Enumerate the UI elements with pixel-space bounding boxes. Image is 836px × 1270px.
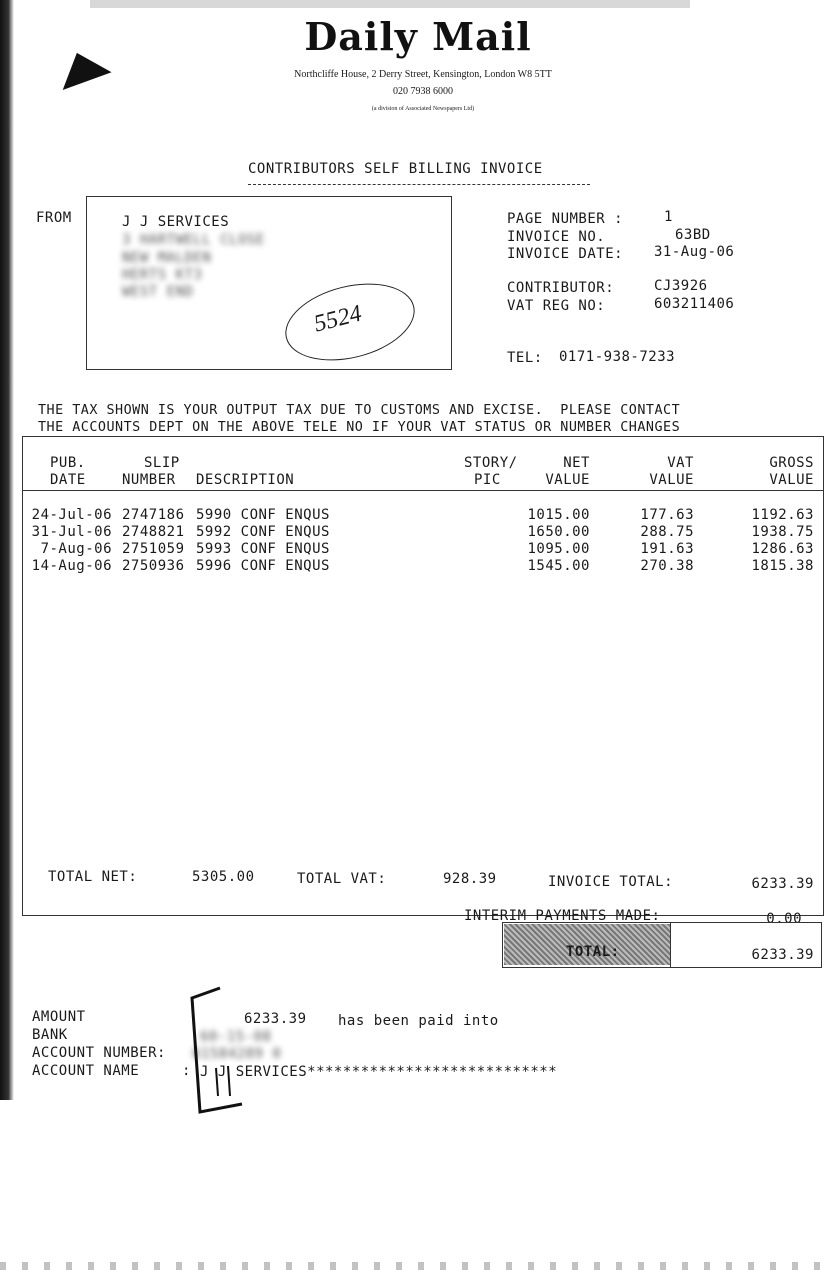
tax-notice-line: THE ACCOUNTS DEPT ON THE ABOVE TELE NO IF YOUR VAT STATUS OR NUMBER CHANGES — [38, 420, 681, 435]
grand-total-label: TOTAL: — [566, 944, 620, 960]
row-vat: 191.63 — [640, 541, 694, 557]
header-net: NET — [563, 455, 590, 471]
contributor-label: CONTRIBUTOR: — [507, 280, 615, 296]
header-address: Northcliffe House, 2 Derry Street, Kensington, London W8 5TT — [294, 69, 552, 80]
row-gross: 1938.75 — [751, 524, 814, 540]
header-vat: VAT — [667, 455, 694, 471]
total-net-value: 5305.00 — [192, 869, 255, 885]
header-vat-value: VALUE — [649, 472, 694, 488]
interim-payments-label: INTERIM PAYMENTS MADE: — [464, 908, 661, 924]
redacted-address-line: 3 HARTWELL CLOSE — [122, 232, 265, 248]
contributor-id: CJ3926 — [654, 278, 708, 294]
amount-value: 6233.39 — [244, 1011, 307, 1027]
row-date: 24-Jul-06 — [31, 507, 112, 523]
invoice-no-label: INVOICE NO. — [507, 229, 606, 245]
header-gross-value: VALUE — [769, 472, 814, 488]
tax-notice-line: THE TAX SHOWN IS YOUR OUTPUT TAX DUE TO CUSTOMS AND EXCISE. PLEASE CONTACT — [38, 403, 681, 418]
invoice-no: 63BD — [675, 227, 711, 243]
table-header-divider — [22, 490, 824, 491]
grand-total-value: 6233.39 — [751, 947, 814, 963]
handwritten-bracket — [180, 984, 250, 1118]
row-description: 5996 CONF ENQUS — [196, 558, 330, 574]
invoice-title: CONTRIBUTORS SELF BILLING INVOICE — [248, 161, 543, 177]
total-vat-label: TOTAL VAT: — [297, 871, 387, 887]
page-number-label: PAGE NUMBER : — [507, 211, 624, 227]
page-number: 1 — [664, 209, 673, 225]
paid-into-text: has been paid into — [338, 1013, 499, 1029]
row-date: 14-Aug-06 — [31, 558, 112, 574]
row-net: 1650.00 — [527, 524, 590, 540]
header-pub: PUB. — [50, 455, 86, 471]
redacted-account-number: 61584289 0 — [192, 1046, 282, 1062]
redacted-address-line: WEST END — [122, 284, 194, 300]
interim-payments-value: 0.00 — [766, 911, 802, 927]
header-phone: 020 7938 6000 — [393, 86, 453, 97]
header-pic: PIC — [474, 472, 501, 488]
redacted-address-line: NEW MALDEN — [122, 250, 212, 266]
row-gross: 1192.63 — [751, 507, 814, 523]
from-label: FROM — [36, 210, 72, 226]
amount-label: AMOUNT — [32, 1009, 86, 1025]
row-slip: 2751059 — [122, 541, 185, 557]
row-net: 1095.00 — [527, 541, 590, 557]
account-name-label: ACCOUNT NAME — [32, 1063, 140, 1079]
header-story: STORY/ — [464, 455, 518, 471]
row-description: 5990 CONF ENQUS — [196, 507, 330, 523]
scan-bottom-edge — [0, 1262, 836, 1270]
header-net-value: VALUE — [545, 472, 590, 488]
row-vat: 177.63 — [640, 507, 694, 523]
row-description: 5992 CONF ENQUS — [196, 524, 330, 540]
header-date: DATE — [50, 472, 86, 488]
row-description: 5993 CONF ENQUS — [196, 541, 330, 557]
invoice-date-label: INVOICE DATE: — [507, 246, 624, 262]
vat-reg-label: VAT REG NO: — [507, 298, 606, 314]
account-name-separator: : — [182, 1063, 191, 1079]
header-slip: SLIP — [144, 455, 180, 471]
row-slip: 2750936 — [122, 558, 185, 574]
total-net-label: TOTAL NET: — [48, 869, 138, 885]
invoice-total-value: 6233.39 — [751, 876, 814, 892]
account-number-label: ACCOUNT NUMBER: — [32, 1045, 166, 1061]
row-date: 7-Aug-06 — [40, 541, 112, 557]
row-gross: 1286.63 — [751, 541, 814, 557]
tel-label: TEL: — [507, 350, 543, 366]
row-vat: 288.75 — [640, 524, 694, 540]
header-number: NUMBER — [122, 472, 176, 488]
bank-label: BANK — [32, 1027, 68, 1043]
header-division: (a division of Associated Newspapers Ltd) — [371, 106, 475, 112]
masthead-logo: Daily Mail — [304, 14, 532, 59]
scan-top-edge — [90, 0, 690, 8]
header-gross: GROSS — [769, 455, 814, 471]
row-date: 31-Jul-06 — [31, 524, 112, 540]
total-vat-value: 928.39 — [443, 871, 497, 887]
header-description: DESCRIPTION — [196, 472, 295, 488]
redacted-bank-sort-code: 60-15-08 — [200, 1029, 272, 1045]
vat-reg-number: 603211406 — [654, 296, 735, 312]
redacted-address-line: HERTS KT3 — [122, 267, 203, 283]
row-vat: 270.38 — [640, 558, 694, 574]
row-slip: 2748821 — [122, 524, 185, 540]
row-net: 1545.00 — [527, 558, 590, 574]
row-slip: 2747186 — [122, 507, 185, 523]
invoice-total-label: INVOICE TOTAL: — [548, 874, 674, 890]
grand-total-divider — [670, 922, 671, 968]
from-name: J J SERVICES — [122, 214, 230, 230]
handwritten-note: 5524 — [311, 300, 365, 338]
row-gross: 1815.38 — [751, 558, 814, 574]
row-net: 1015.00 — [527, 507, 590, 523]
title-underline — [248, 184, 590, 185]
account-name-value: J J SERVICES**************************** — [200, 1064, 558, 1080]
tel-number: 0171-938-7233 — [559, 349, 676, 365]
invoice-date: 31-Aug-06 — [654, 244, 735, 260]
